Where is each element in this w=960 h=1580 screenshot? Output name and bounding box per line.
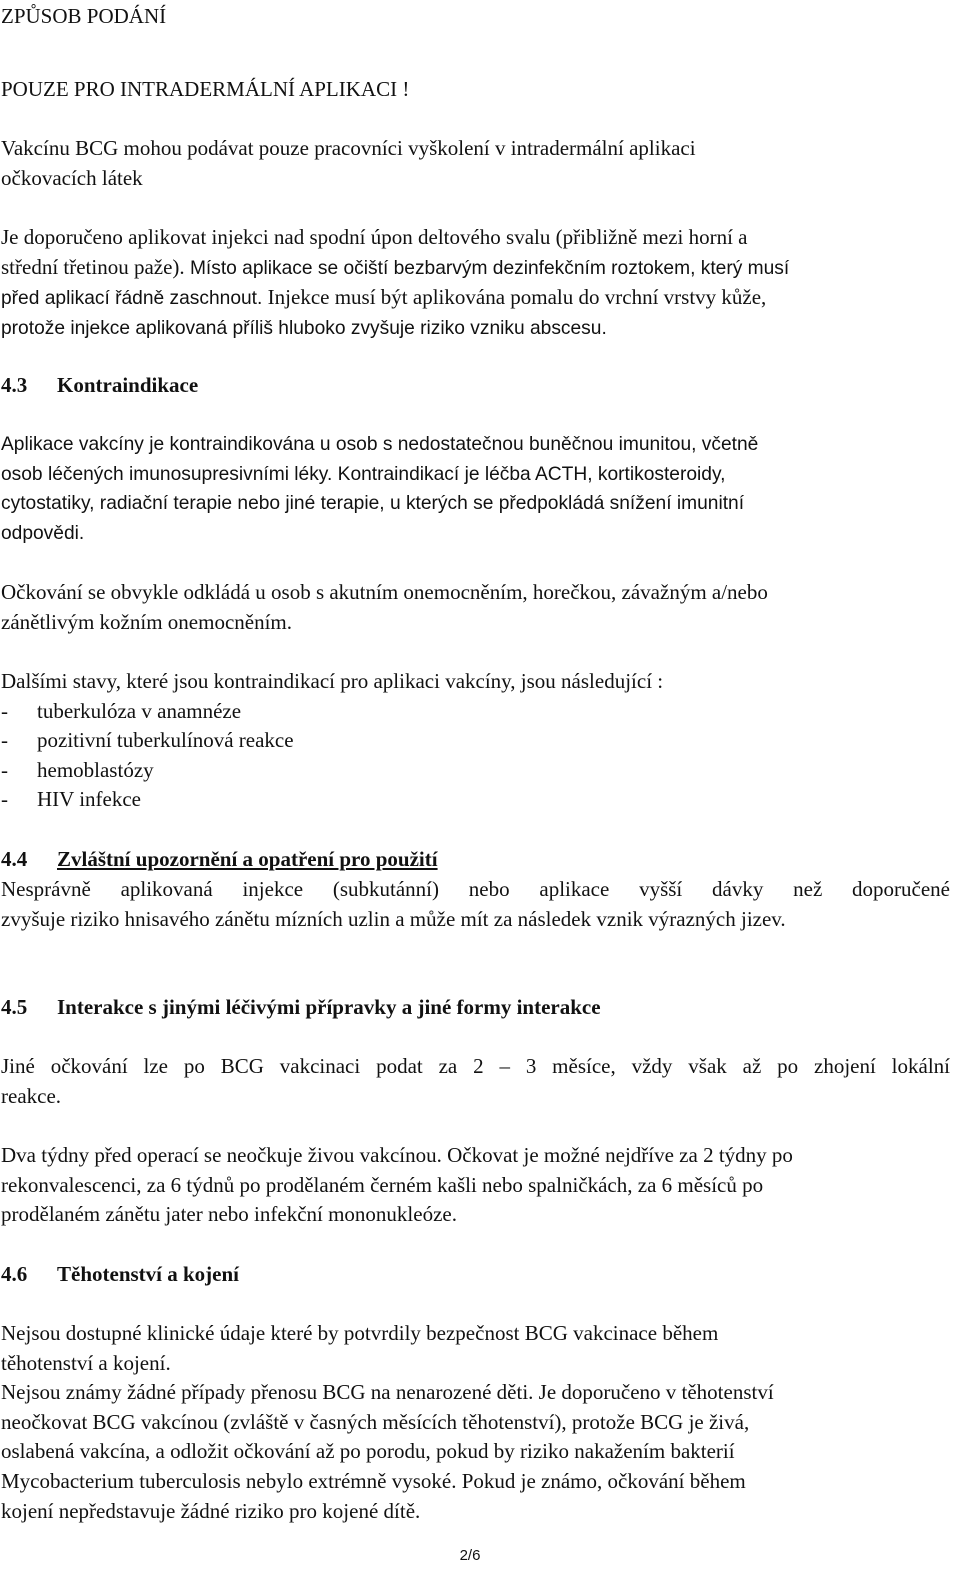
section-heading-4-4: 4.4 Zvláštní upozornění a opatření pro použití — [1, 847, 438, 871]
section-heading-4-6: 4.6 Těhotenství a kojení — [1, 1262, 240, 1286]
section-heading-4-5: 4.5 Interakce s jinými léčivými přípravky a jiné formy interakce — [1, 995, 601, 1019]
page-title: ZPŮSOB PODÁNÍ — [1, 4, 167, 28]
contraindication-list — [1, 667, 950, 815]
warnings-paragraph: Nesprávně aplikovaná injekce (subkutánní) nebo aplikace vyšší dávky než doporučené zvyšuje riziko hnisavého zánětu mízních uzlin a může mít za následek vznik výrazných jizev. — [1, 877, 950, 931]
intradermal-warning: POUZE PRO INTRADERMÁLNÍ APLIKACI ! — [1, 77, 410, 101]
administration-paragraph: Je doporučeno aplikovat injekci nad spodní úpon deltového svalu (přibližně mezi horní a střední třetinou paže). Místo aplikace se očiští bezbarvým dezinfekčním roztokem, který musí před aplikací řádně zaschnout. Injekce musí být aplikována pomalu do vrchní vrstvy kůže, protože injekce aplikovaná příliš hluboko zvyšuje riziko vzniku abscesu. — [1, 225, 790, 339]
list-item: - tuberkulóza v anamnéze — [1, 698, 242, 723]
section-heading-4-3: 4.3 Kontraindikace — [1, 373, 199, 397]
contraindication-paragraph-2: Očkování se obvykle odkládá u osob s akutním onemocněním, horečkou, závažným a/nebo zánětlivým kožním onemocněním. — [1, 580, 768, 634]
list-item: - pozitivní tuberkulínová reakce — [1, 728, 294, 753]
interactions-paragraph-2: Dva týdny před operací se neočkuje živou vakcínou. Očkovat je možné nejdříve za 2 týdny po rekonvalescenci, za 6 týdnů po prodělaném černém kašli nebo spalničkách, za 6 měsíců po prodělaném zánětu jater nebo infekční mononukleóze. — [1, 1143, 793, 1227]
interactions-paragraph-1: Jiné očkování lze po BCG vakcinaci podat za 2 – 3 měsíce, vždy však až po zhojení lokální reakce. — [1, 1054, 950, 1108]
list-item: - hemoblastózy — [1, 757, 154, 782]
pregnancy-paragraph: Nejsou dostupné klinické údaje které by potvrdily bezpečnost BCG vakcinace během těhotenství a kojení. Nejsou známy žádné případy přenosu BCG na nenarozené děti. Je doporučeno v těhotenství neočkovat BCG vakcínou (zvláště v časných měsících těhotenství), protože BCG je živá, oslabená vakcína, a odložit očkování až po porodu, pokud by riziko nakažením bakterií Mycobacterium tuberculosis nebylo extrémně vysoké. Pokud je známo, očkování během kojení nepředstavuje žádné riziko pro kojené dítě. — [1, 1321, 774, 1523]
staff-note: Vakcínu BCG mohou podávat pouze pracovníci vyškolení v intradermální aplikaci očkovacích látek — [1, 136, 696, 190]
list-item: - HIV infekce — [1, 787, 141, 812]
contraindication-paragraph-1: Aplikace vakcíny je kontraindikována u osob s nedostatečnou buněčnou imunitou, včetně osob léčených imunosupresivními léky. Kontraindikací je léčba ACTH, kortikosteroidy, cytostatiky, radiační terapie nebo jiné terapie, u kterých se předpokládá snížení imunitní odpovědi. — [1, 434, 759, 544]
page-number: 2/6 — [459, 1547, 481, 1564]
list-intro: Dalšími stavy, které jsou kontraindikací pro aplikaci vakcíny, jsou následující : — [1, 669, 664, 693]
